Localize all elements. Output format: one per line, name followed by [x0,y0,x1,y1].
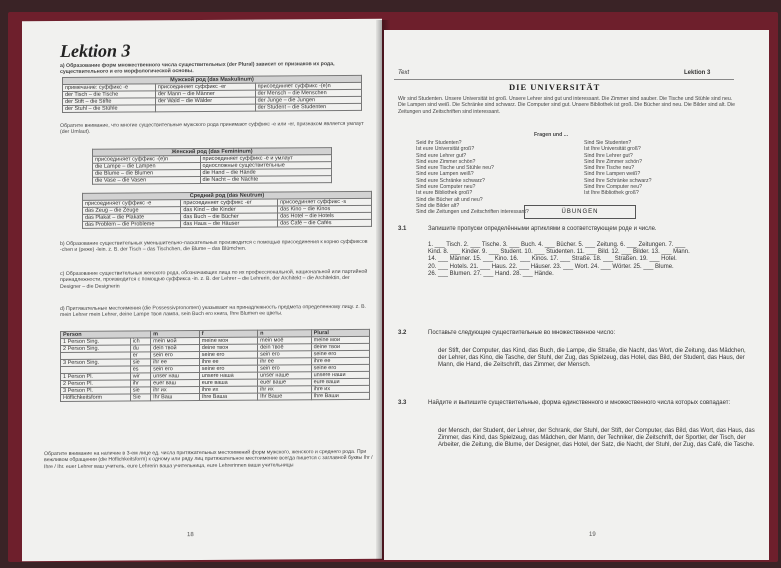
table-cell: deine твоя [199,344,257,351]
table-cell: er [130,352,150,359]
table-cell: ihr [130,380,150,387]
table-cell: meine моя [199,337,257,344]
table-cell: 3 Person Pl. [61,387,131,394]
exercises-heading-box: ÜBUNGEN [524,205,636,219]
table-cell: 2 Person Pl. [61,380,131,387]
table-cell: присоединяет суффикс -er [155,83,255,91]
table-cell: das Haus – die Häuser [181,220,278,228]
question-item: Sind Sie Studenten? [584,140,632,146]
table-cell: sein его [151,366,200,373]
question-item: Sind eure Tische und Stühle neu? [416,165,494,172]
table-cell: der Junge – die Jungen [255,96,361,104]
table-cell: unser наш [151,373,200,380]
feminine-header: Женский род (das Femininum) [93,148,332,157]
masculine-header: Мужской род (das Maskulinum) [63,75,362,84]
table-cell: mein мой [151,338,200,345]
question-item: Sind Ihre Zimmer schön? [584,158,642,165]
table-cell: das Café – die Cafés [278,219,372,227]
table-cell: 1 Person Sing. [61,338,131,345]
table-cell: Ihre Ваша [199,393,257,400]
exercise-line: 26. ___ Blumen. 27. ___ Hand. 28. ___ Hände. [428,270,554,277]
table-cell: deine твои [311,343,369,350]
column-header: f [199,330,257,337]
table-cell: das Plakat – die Plakate [83,214,181,222]
exercise-line: 1. ___ Tisch. 2. ___ Tische. 3. ___ Buch. 4. ___ Bücher. 5. ___ Zeitung. 6. ___ Zeitungen. 7. ___ [428,242,686,248]
question-item: Sind Ihre Tische neu? [584,165,635,172]
page-number-left: 18 [187,532,194,539]
table-cell: eure ваши [311,378,369,385]
table-cell: der Mensch – die Menschen [255,89,361,97]
table-cell: присоединяет суффикс -(e)n [255,82,361,90]
table-cell: der Wald – die Wälder [155,97,255,105]
pronoun-table [60,329,370,402]
table-cell: seine его [199,365,257,372]
question-item: Sind eure Lampen weiß? [416,171,474,178]
questions-right [584,140,734,197]
table-cell: es [130,366,150,373]
intro-text: a) Образование форм множественного числа существительных (der Plural) зависит от признаков их рода, существительного и его морфологической основы. [60,61,335,76]
question-item: Ist eure Bibliothek groß? [416,190,473,197]
exercise-line: 14. ___ Männer. 15. ___ Kino. 16. ___ Kinos. 17. ___ Straße. 18. ___ Straßen. 19. ___ Hotel. [428,256,677,263]
column-header: m [151,331,200,338]
table-cell: ihre ее [199,358,257,365]
questions-title: Fragen und ... [534,132,569,138]
table-cell: der Stuhl – die Stühle [63,105,156,113]
table-cell: Ihr Ваше [258,393,311,400]
table-cell: sie [130,359,150,366]
header-text-label: Text [398,70,410,76]
table-cell: присоединяет суффикс -er [181,199,278,207]
left-page [22,19,382,562]
table-cell: unser наше [258,372,311,379]
table-cell: присоединяет суффикс -(e)n [93,156,201,164]
table-cell: unsere наша [199,372,257,379]
table-cell: односложные существительные [200,162,331,170]
table-cell: der Mann – die Männer [155,90,255,98]
table-cell [155,104,255,112]
table-cell: euer ваш [151,380,200,387]
table-cell: sein его [258,365,311,372]
table-cell: Höflichkeitsform [61,394,131,401]
table-cell: das Kino – die Kinos [278,205,372,213]
reading-text: Wir sind Studenten. Unsere Universität ist groß. Unsere Lehrer sind gut und interessant. Die Zimmer sind sauber. Die Tische und Stühle sind neu. Die Lampen sind weiß. Die Schränke sind schwarz. Die Computer sind gut. Unsere Bibliothek ist groß. Die Bücher sind neu. Die Bilder sind alt. Die Zeitungen und Zeitschriften sind interessant. [398,96,736,115]
table-cell: eure ваша [199,379,257,386]
question-item: Ist eure Universität groß? [416,146,475,153]
table-cell: das Problem – die Probleme [83,221,181,229]
table-cell: das Buch – die Bücher [181,213,278,221]
paragraph-c: c) Образование существительных женского рода, обозначающих лица по их профессиональной, национальной или партийной принадлежности, производится с помощью суффикса -in. z. B. der Lehrer – die Lehrerin, der Architekt – die Architektin, der Designer – die Designerin [60,268,368,290]
table-cell: 1 Person Pl. [61,373,131,380]
paragraph-d: d) Притяжательные местоимения (die Possessivpronomen) указывают на принадлежность предмета определенному лицу. z. B. mein Lehrer mein Lehrer, deine Lampe твоя лампа, sein Buch его книга, Ihre Blumen ее цветы. [60,303,367,319]
table-cell: ihre их [311,385,369,392]
table-cell: 3 Person Sing. [61,359,131,366]
table-cell: ich [130,338,150,345]
question-item: Ist Ihre Bibliothek groß? [584,190,639,197]
right-page [384,30,769,560]
table-cell: das Hotel – die Hotels [278,212,372,220]
column-header: Person [61,331,151,339]
table-cell: ihre ее [311,357,369,364]
exercise-3-2-number: 3.2 [398,330,407,336]
exercise-3-2-body: der Stift, der Computer, das Kind, das Buch, die Lampe, die Straße, die Nacht, das Wort, die Zeitung, das Mädchen, der Lehrer, das Kino, die Tasche, der Stuhl, der Zug, das Spielzeug, das Hotel, das Bild, der Student, das Haus, der Mann, die Hand, die Zeitschrift, das Zimmer, der Mensch. [438,348,746,369]
footnote-text: Обратите внимание на наличие в 3-ем лице ед. числа притяжательных местоимений форм мужского, женского и среднего рода. При вежливом обращении (die Höflichkeitsform) к одному или ряду лиц притяжательное местоимение всегда пишется с заглавной буквы Ihr / Ihre / Ihr. euer Lehrer ваш учитель, eure Lehrerin ваша учительница, eure Lehrerinnen ваши учительницы [44,448,373,470]
table-cell: sein его [151,352,200,359]
table-cell: das Zeug – die Zeuge [83,207,181,215]
exercise-3-1-body [428,242,758,278]
masculine-note: Обратите внимание, что многие существительные мужского рода принимают суффикс -e или -er, признаком является умлаут (der Umlaut). [60,120,364,136]
column-header: n [258,330,311,337]
table-cell: ihr их [258,386,311,393]
exercise-3-1-number: 3.1 [398,226,407,232]
table-cell: Sie [130,394,150,401]
exercise-3-1-instruction: Запишите пропуски определёнными артиклями в соответствующем роде и числе. [428,226,657,232]
header-rule [394,79,734,80]
table-cell: sie [130,387,150,394]
table-cell: присоединяет суффикс -e [83,200,181,208]
neuter-table [82,191,372,229]
table-cell: Ihre Ваши [311,392,369,399]
exercise-3-3-body: der Mensch, der Student, der Lehrer, der Schrank, der Stuhl, der Stift, der Computer, das Bild, das Wort, das Haus, das Zimmer, das Kind, das Spielzeug, das Mädchen, der Mann, der Techniker, die Zeitschrift, der Sportler, der Tisch, der Arbeiter, die Zeitung, die Blume, der Designer, das Hotel, der Satz, die Nacht, der Stuhl, der Zug, das Café, die Tasche. [438,428,755,449]
neuter-header: Средний род (das Neutrum) [83,191,372,200]
table-cell: sein его [258,351,311,358]
table-cell: Ihr Ваш [151,394,200,401]
question-item: Ist Ihre Universität groß? [584,146,641,153]
question-item: Sind Ihre Lampen weiß? [584,171,641,178]
table-cell: euer ваше [258,379,311,386]
question-item: Sind die Bücher alt und neu? [416,196,483,203]
table-cell: dein твоё [258,344,311,351]
table-cell: das Kind – die Kinder [181,206,278,214]
table-cell: ihr их [151,387,200,394]
table-cell: seine его [311,364,369,371]
question-item: Sind eure Schränke schwarz? [416,177,485,184]
table-cell: присоединяет суффикс -s [278,198,372,206]
table-cell: der Stift – die Stifte [63,98,156,106]
paragraph-b: b) Образование существительных уменьшительно-ласкательных производится с помощью присоединения к корню суффиксов -chen и (реже) -lein. z. B. der Tisch – das Tischchen, die Blume – das Blümchen. [60,238,368,254]
table-cell: ihr ее [151,359,200,366]
masculine-table [62,75,362,113]
lesson-title: Lektion 3 [60,40,131,61]
feminine-table [92,147,332,185]
question-item: Sind eure Zimmer schön? [416,158,476,165]
table-cell: ihre их [199,386,257,393]
table-cell: unsere наши [311,371,369,378]
table-cell: 2 Person Sing. [61,345,131,352]
table-cell: die Nacht – die Nächte [200,176,331,184]
table-cell: der Tisch – die Tische [63,91,156,99]
header-lesson-label: Lektion 3 [684,70,711,76]
page-number-right: 19 [589,532,596,538]
exercise-line: 20. ___ Hotels. 21. ___ Haus. 22. ___ Häuser. 23. ___ Wort. 24. ___ Wörter. 25. ___ Blume. [428,263,674,270]
exercise-line: Kind. 8. ___ Kinder. 9. ___ Student. 10. ___ Studenten. 11. ___ Bild. 12. ___ Bilder. 13. ___ Mann. [428,249,690,256]
question-item: Sind Ihre Schränke schwarz? [584,177,652,184]
question-item: Seid ihr Studenten? [416,140,462,146]
table-cell: die Hand – die Hände [200,169,331,177]
table-cell: der Student – die Studenten [255,103,361,111]
table-cell: seine его [311,350,369,357]
table-cell: die Vase – die Vasen [93,177,201,185]
exercise-3-3-instruction: Найдите и выпишите существительные, форма единственного и множественного числа которых совпадает: [428,400,731,406]
table-cell: dein твой [151,345,200,352]
table-cell: mein моё [258,337,311,344]
table-cell: du [130,345,150,352]
exercise-3-2-instruction: Поставьте следующие существительные во множественное число: [428,330,616,336]
table-cell: присоединяет суффикс -e и умлаут [200,155,331,163]
question-item: Sind Ihre Lehrer gut? [584,152,633,159]
table-cell: die Lampe – die Lampen [93,163,201,171]
column-header: Plural [311,329,369,336]
question-item: Sind eure Computer neu? [416,184,476,191]
table-cell: ihr ее [258,358,311,365]
exercise-3-3-number: 3.3 [398,400,407,406]
table-cell: seine его [199,351,257,358]
table-cell: die Blume – die Blumen [93,170,201,178]
question-item: Sind eure Lehrer gut? [416,152,467,159]
table-cell: wir [130,373,150,380]
question-item: Sind Ihre Computer neu? [584,184,642,191]
table-cell: примечание: суффикс -e [63,84,156,92]
table-cell: meine мои [311,336,369,343]
text-title: DIE UNIVERSITÄT [509,82,601,92]
question-item: Sind die Bilder alt? [416,202,460,209]
question-item: Sind die Zeitungen und Zeitschriften interessant? [416,209,529,216]
